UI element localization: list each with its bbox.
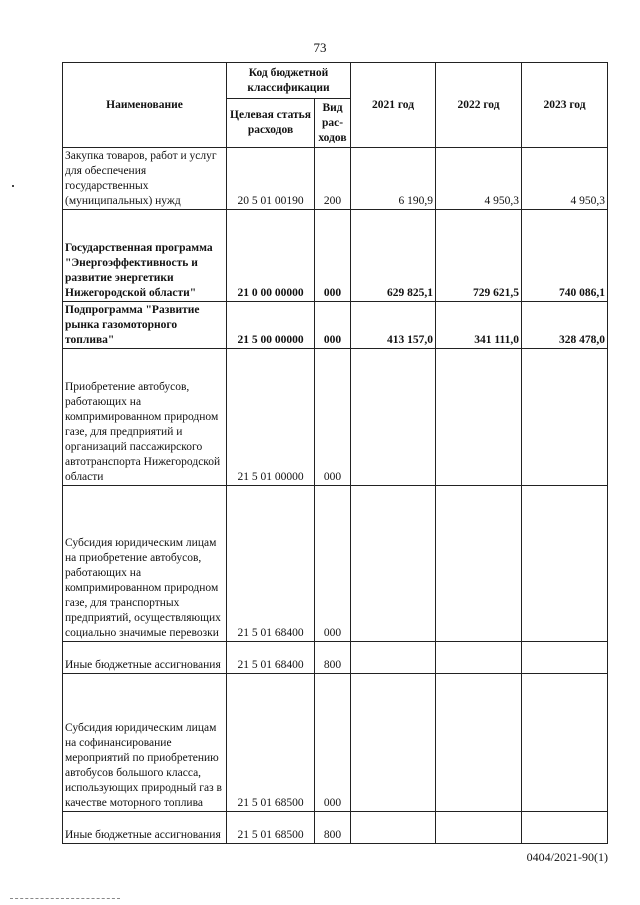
row-2021: 629 825,1 bbox=[351, 210, 436, 302]
row-2022: 729 621,5 bbox=[436, 210, 522, 302]
row-name: Иные бюджетные ассигнования bbox=[63, 812, 227, 844]
row-name: Подпрограмма "Развитие рынка газомоторного топлива" bbox=[63, 302, 227, 349]
table-row bbox=[63, 486, 608, 642]
header-target-article: Целевая статья расходов bbox=[227, 99, 315, 148]
table-row bbox=[63, 148, 608, 210]
header-2021: 2021 год bbox=[351, 63, 436, 148]
row-code: 20 5 01 00190 bbox=[227, 148, 315, 210]
row-name: Закупка товаров, работ и услуг для обеспечения государственных (муниципальных) нужд bbox=[63, 148, 227, 210]
row-2023 bbox=[522, 486, 608, 642]
row-2022 bbox=[436, 642, 522, 674]
header-name: Наименование bbox=[63, 63, 227, 148]
row-code: 21 5 01 68500 bbox=[227, 812, 315, 844]
row-2023 bbox=[522, 812, 608, 844]
budget-table bbox=[62, 62, 608, 844]
row-2023: 740 086,1 bbox=[522, 210, 608, 302]
row-type: 000 bbox=[315, 674, 351, 812]
row-2023 bbox=[522, 674, 608, 812]
row-code: 21 0 00 00000 bbox=[227, 210, 315, 302]
row-2022: 341 111,0 bbox=[436, 302, 522, 349]
row-name: Иные бюджетные ассигнования bbox=[63, 642, 227, 674]
table-row bbox=[63, 349, 608, 486]
header-expense-type: Вид рас-ходов bbox=[315, 99, 351, 148]
row-2023 bbox=[522, 642, 608, 674]
table-row bbox=[63, 302, 608, 349]
row-2022 bbox=[436, 674, 522, 812]
row-code: 21 5 01 68400 bbox=[227, 642, 315, 674]
row-type: 200 bbox=[315, 148, 351, 210]
row-2021 bbox=[351, 642, 436, 674]
row-2022: 4 950,3 bbox=[436, 148, 522, 210]
footer-rule bbox=[10, 898, 120, 899]
row-code: 21 5 01 68400 bbox=[227, 486, 315, 642]
header-2023: 2023 год bbox=[522, 63, 608, 148]
row-2021 bbox=[351, 349, 436, 486]
row-2021 bbox=[351, 812, 436, 844]
row-type: 800 bbox=[315, 642, 351, 674]
row-code: 21 5 00 00000 bbox=[227, 302, 315, 349]
row-type: 000 bbox=[315, 486, 351, 642]
row-name: Приобретение автобусов, работающих на компримированном природном газе, для предприятий и организаций пассажирского автотранспорта Нижегородской области bbox=[63, 349, 227, 486]
row-name: Субсидия юридическим лицам на софинансирование мероприятий по приобретению автобусов большого класса, использующих природный газ в качестве моторного топлива bbox=[63, 674, 227, 812]
row-2023: 4 950,3 bbox=[522, 148, 608, 210]
table-row bbox=[63, 812, 608, 844]
row-2023: 328 478,0 bbox=[522, 302, 608, 349]
row-2022 bbox=[436, 349, 522, 486]
row-2021 bbox=[351, 486, 436, 642]
row-2022 bbox=[436, 486, 522, 642]
table-row bbox=[63, 210, 608, 302]
row-code: 21 5 01 00000 bbox=[227, 349, 315, 486]
row-code: 21 5 01 68500 bbox=[227, 674, 315, 812]
table-row bbox=[63, 674, 608, 812]
row-2021: 6 190,9 bbox=[351, 148, 436, 210]
row-name: Государственная программа "Энергоэффективность и развитие энергетики Нижегородской области" bbox=[63, 210, 227, 302]
header-budget-code: Код бюджетной классификации bbox=[227, 63, 351, 99]
row-type: 000 bbox=[315, 210, 351, 302]
page-number: 73 bbox=[313, 40, 327, 55]
row-name: Субсидия юридическим лицам на приобретение автобусов, работающих на компримированном природном газе, для транспортных предприятий, осуществляющих социально значимые перевозки bbox=[63, 486, 227, 642]
row-2021 bbox=[351, 674, 436, 812]
document-code: 0404/2021-90(1) bbox=[526, 850, 608, 864]
row-type: 800 bbox=[315, 812, 351, 844]
table-row bbox=[63, 642, 608, 674]
row-type: 000 bbox=[315, 349, 351, 486]
header-2022: 2022 год bbox=[436, 63, 522, 148]
row-type: 000 bbox=[315, 302, 351, 349]
row-2021: 413 157,0 bbox=[351, 302, 436, 349]
margin-mark bbox=[12, 185, 14, 187]
row-2022 bbox=[436, 812, 522, 844]
row-2023 bbox=[522, 349, 608, 486]
